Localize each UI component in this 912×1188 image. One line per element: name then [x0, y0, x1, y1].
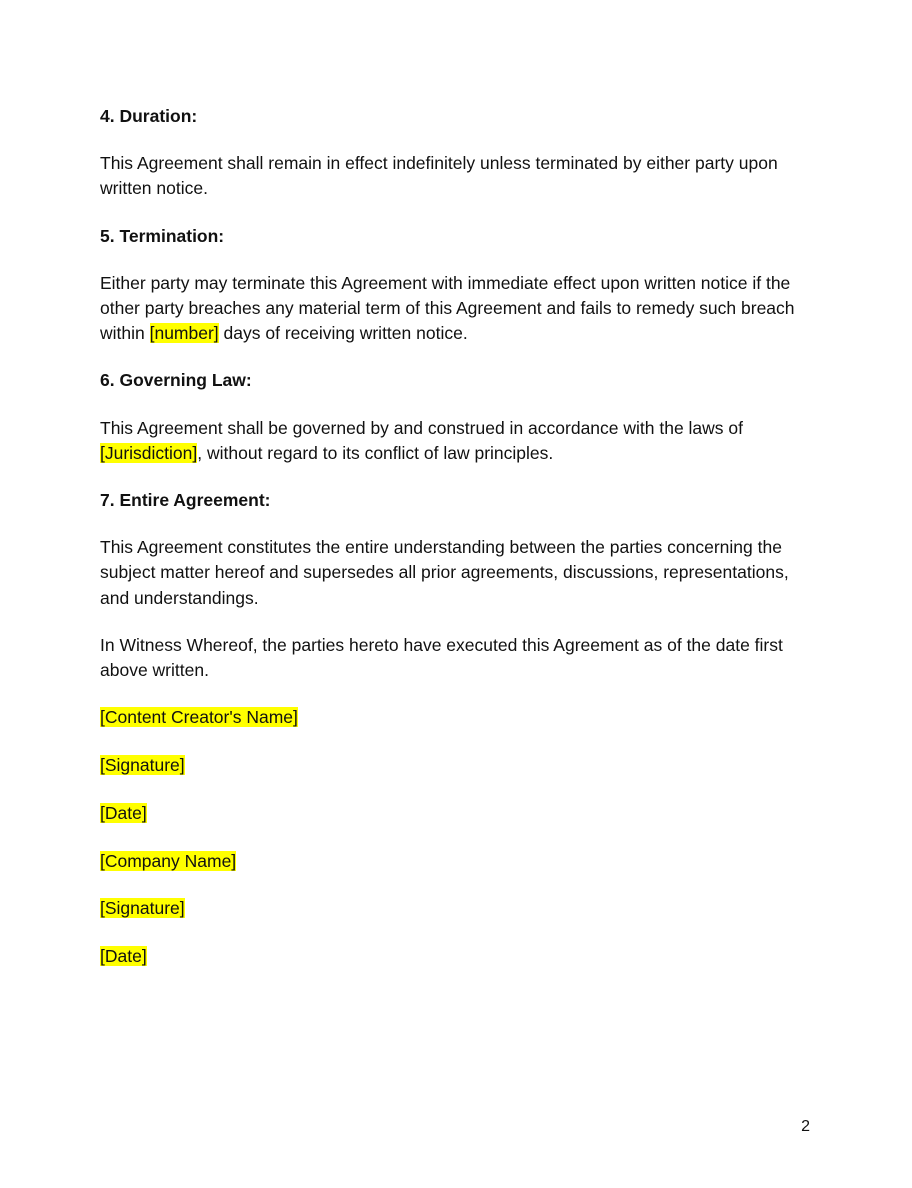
section-body-entire-agreement: This Agreement constitutes the entire understanding between the parties concerning the subject matter hereof and supersedes all prior agreements, discussions, representations, and understandings.	[100, 537, 789, 608]
company-signature-placeholder: [Signature]	[100, 898, 185, 919]
section-body-duration: This Agreement shall remain in effect indefinitely unless terminated by either party upon written notice.	[100, 153, 778, 199]
company-date-line	[100, 944, 812, 969]
company-signature-line	[100, 896, 812, 921]
jurisdiction-placeholder: [Jurisdiction]	[100, 442, 198, 463]
creator-name-placeholder: [Content Creator's Name]	[100, 707, 298, 728]
section-heading-governing-law: 6. Governing Law:	[100, 370, 252, 391]
section-heading-duration: 4. Duration:	[100, 106, 198, 126]
number-placeholder: [number]	[149, 323, 219, 344]
governing-law-text-before: This Agreement shall be governed by and construed in accordance with the laws of	[100, 417, 744, 438]
section-heading-entire-agreement: 7. Entire Agreement:	[100, 490, 271, 511]
section-body-governing-law	[100, 416, 812, 466]
creator-signature-line	[100, 753, 812, 778]
creator-date-placeholder: [Date]	[100, 802, 147, 823]
document-content	[100, 104, 812, 992]
section-body-termination	[100, 271, 812, 347]
creator-signature-placeholder: [Signature]	[100, 755, 185, 776]
company-date-placeholder: [Date]	[100, 946, 147, 967]
termination-text-before: Either party may terminate this Agreement with immediate effect upon written notice if the other party breaches any material term of this Agreement and fails to remedy such breach within	[100, 272, 795, 344]
page-number: 2	[801, 1118, 810, 1135]
creator-name-line	[100, 705, 812, 730]
witness-statement: In Witness Whereof, the parties hereto have executed this Agreement as of the date first above written.	[100, 634, 783, 681]
company-name-line	[100, 849, 812, 874]
section-heading-termination: 5. Termination:	[100, 225, 225, 246]
company-name-placeholder: [Company Name]	[100, 850, 237, 871]
creator-date-line	[100, 801, 812, 826]
termination-text-after: days of receiving written notice.	[218, 323, 468, 344]
governing-law-text-after: , without regard to its conflict of law principles.	[197, 442, 554, 463]
